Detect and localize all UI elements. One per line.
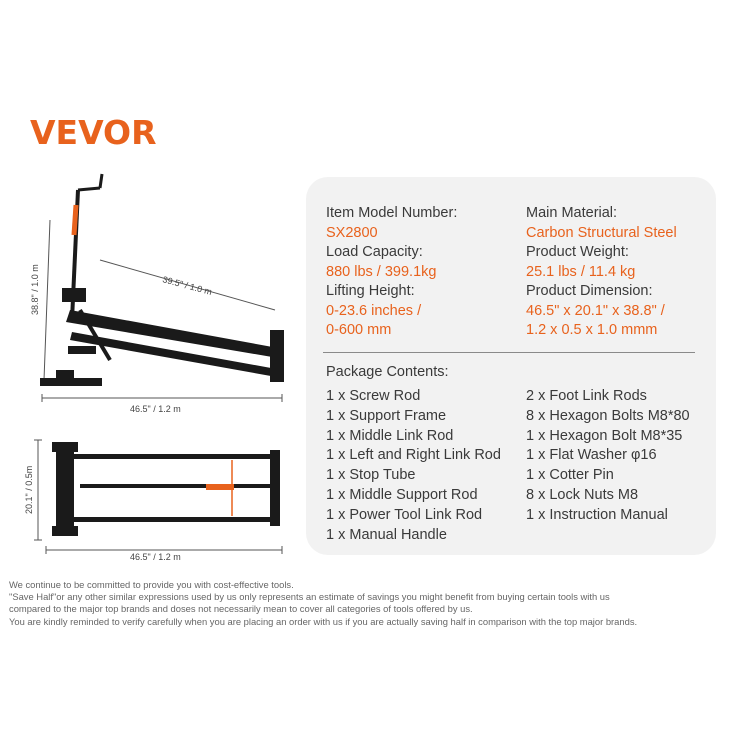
package-item: 1 x Screw Rod [326,388,421,404]
lift-top-view-illustration [20,432,300,562]
side-width-label: 46.5" / 1.2 m [130,404,181,414]
spec-value: 25.1 lbs / 11.4 kg [526,263,636,280]
package-item: 1 x Manual Handle [326,526,447,543]
lift-side-view-illustration [20,160,300,420]
spec-label: Main Material: [526,205,618,221]
package-item: 1 x Cotter Pin [526,467,614,484]
spec-value: 0-600 mm [326,322,392,338]
spec-label: Lifting Height: [326,283,415,299]
package-list-left [326,387,501,545]
brand-logo: VEVOR [30,113,157,152]
package-item: 1 x Left and Right Link Rod [326,447,501,464]
spec-value: 0-23.6 inches / [326,302,422,319]
spec-column-right [526,204,677,341]
package-item: 1 x Middle Link Rod [326,427,454,444]
spec-label: Product Dimension: [526,283,653,299]
package-item: 1 x Stop Tube [326,467,416,484]
package-item: 8 x Lock Nuts M8 [526,486,639,503]
package-item: 1 x Hexagon Bolt M8*35 [526,427,683,444]
top-width-label: 46.5" / 1.2 m [130,552,181,562]
ramp-length-label: 39.5" / 1.0 m [161,274,214,298]
spec-value: 46.5" x 20.1" x 38.8" / [526,302,665,319]
spec-label: Product Weight: [526,244,629,260]
footer-line: We continue to be committed to provide you with cost-effective tools. [9,579,294,590]
spec-value: SX2800 [326,224,378,241]
package-item: 1 x Middle Support Rod [326,486,478,503]
side-height-label: 38.8" / 1.0 m [30,264,40,315]
spec-column-left [326,204,457,341]
package-item: 1 x Power Tool Link Rod [326,506,483,523]
package-item: 1 x Flat Washer φ16 [526,447,657,464]
footer-line: You are kindly reminded to verify carefully when you are placing an order with us if you are actually saving half in comparison with the top major brands. [9,615,638,627]
spec-value: 1.2 x 0.5 x 1.0 mmm [526,322,658,338]
package-title: Package Contents: [326,364,449,380]
package-item: 2 x Foot Link Rods [526,388,647,404]
spec-value: 880 lbs / 399.1kg [326,263,437,280]
spec-label: Load Capacity: [326,244,423,260]
spec-label: Item Model Number: [326,205,458,221]
package-item: 1 x Support Frame [326,407,447,424]
package-list-right [526,387,690,526]
footer-line: compared to the major top brands and doses not necessarily mean to cover all categories of tools offered by us. [9,603,473,615]
footer-disclaimer [9,579,637,628]
top-depth-label: 20.1" / 0.5m [24,465,34,514]
footer-line: "Save Half"or any other similar expressions used by us only represents an estimate of savings you might benefit from buying certain tools with us [9,591,610,603]
package-item: 1 x Instruction Manual [526,506,668,523]
spec-value: Carbon Structural Steel [526,224,677,241]
spec-divider [323,352,695,353]
package-item: 8 x Hexagon Bolts M8*80 [526,407,690,424]
